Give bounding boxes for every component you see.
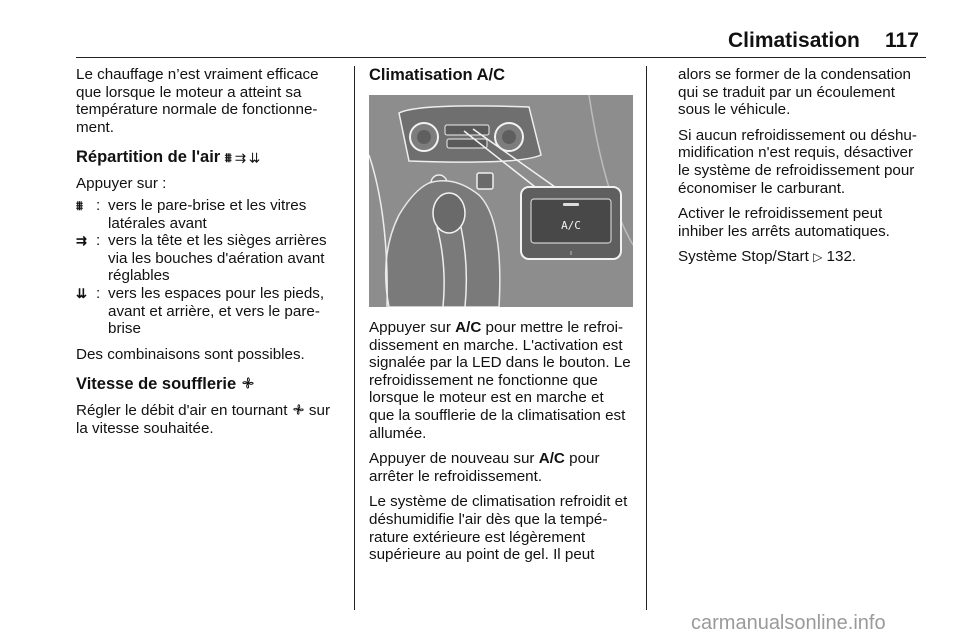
list-item: ⇉ : vers la tête et les sièges arrières via les bouches d'aération avant réglables — [76, 232, 327, 285]
blower-paragraph: Régler le débit d'air en tournant sur la vitesse souhaitée. — [76, 402, 331, 437]
list-item: ⩩ : vers le pare-brise et les vitres latérales avant — [76, 196, 307, 232]
head-airflow-icon: ⇉ — [76, 233, 87, 249]
ac-console-illustration — [369, 95, 633, 307]
column-2 — [369, 66, 633, 572]
list-item: ⇊ : vers les espaces pour les pieds, avant et arrière, et vers le pare-brise — [76, 284, 325, 338]
column-divider — [354, 66, 355, 610]
airflow-icons — [225, 148, 260, 167]
page-number: 117 — [885, 29, 919, 52]
condensation-paragraph: alors se former de la condensation qui se traduit par un écoulement sous le véhicule. — [678, 66, 912, 119]
autostop-paragraph: Activer le refroidissement peut inhiber les arrêts automatiques. — [678, 205, 890, 240]
stop-start-reference: Système Stop/Start ▷ 132. — [678, 248, 857, 266]
header-rule — [76, 57, 926, 58]
foot-airflow-icon: ⇊ — [249, 150, 260, 166]
ac-key: A/C — [455, 319, 482, 336]
ac-heading: Climatisation A/C — [369, 66, 505, 84]
column-1 — [76, 66, 342, 446]
page-reference-icon: ▷ — [813, 250, 823, 265]
page-header — [0, 0, 960, 60]
head-airflow-icon: ⇉ — [235, 150, 246, 166]
column-3 — [678, 66, 928, 275]
foot-airflow-icon: ⇊ — [76, 285, 87, 301]
ac-paragraph-3: Le système de climatisation refroidit et déshumidifie l'air dès que la tempé-rature extérieure est légèrement supérieure au point de gel. Il peut — [369, 493, 628, 564]
press-label: Appuyer sur : — [76, 175, 167, 193]
column-divider — [646, 66, 647, 610]
deactivate-paragraph: Si aucun refroidissement ou déshu-midification n'est requis, désactiver le système de refroidissement pour économiser le carburant. — [678, 126, 917, 197]
combinations-note: Des combinaisons sont possibles. — [76, 345, 305, 363]
watermark: carmanualsonline.info — [691, 612, 886, 634]
fan-icon — [292, 403, 305, 416]
air-distribution-heading: Répartition de l'air ⩩ ⇉ ⇊ — [76, 148, 260, 167]
ac-paragraph-1: Appuyer sur A/C pour mettre le refroi-dissement en marche. L'activation est signalée par la LED dans le bouton. Le refroidissement ne fonctionne que lorsque le moteur est en marche et que la soufflerie de la climatisation est allumée. — [369, 319, 631, 442]
ac-paragraph-2: Appuyer de nouveau sur A/C pour arrêter le refroidissement. — [369, 450, 600, 485]
windscreen-airflow-icon: ⩩ — [76, 197, 83, 213]
air-distribution-list — [76, 197, 342, 338]
ac-button-label: A/C — [561, 219, 581, 232]
intro-paragraph: Le chauffage n’est vraiment efficace que lorsque le moteur a atteint sa température normale de fonctionne-ment. — [76, 66, 319, 136]
fan-icon — [241, 376, 255, 390]
windscreen-airflow-icon: ⩩ — [224, 150, 232, 166]
ac-key: A/C — [538, 450, 565, 468]
blower-speed-heading: Vitesse de soufflerie — [76, 375, 342, 394]
page-reference-link[interactable]: 132. — [826, 248, 857, 266]
chapter-title: Climatisation — [728, 29, 860, 52]
